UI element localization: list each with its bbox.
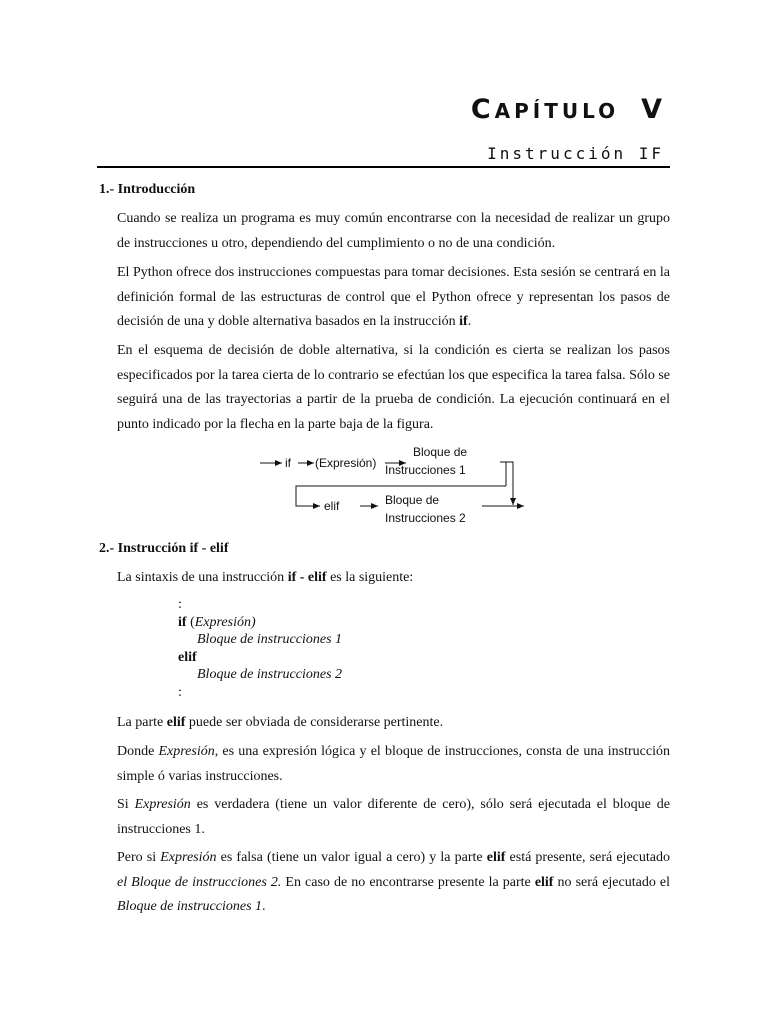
pero-expression: Expresión <box>160 850 217 865</box>
pero-text-6: . <box>262 899 266 914</box>
paragraph-intro-2 <box>117 261 670 335</box>
donde-expression: Expresión <box>158 744 215 759</box>
code-block2: Bloque de instrucciones 2 <box>197 667 343 682</box>
si-text: Si <box>117 797 135 812</box>
chapter-title-rest: APÍTULO <box>494 99 620 123</box>
syntax-intro-end: es la siguiente: <box>326 570 414 585</box>
paragraph-pero-si <box>117 846 670 920</box>
paragraph-donde <box>117 740 670 789</box>
code-if-keyword: if <box>178 614 187 630</box>
keyword-elif: elif <box>166 715 186 730</box>
si-end: es verdadera (tiene un valor diferente de cero), sólo será ejecutada el bloque de instrucciones 1. <box>117 797 670 837</box>
code-if-expression: Expresión) <box>194 614 256 630</box>
paragraph-period: . <box>467 314 472 329</box>
code-if-line <box>178 614 342 632</box>
diagram-block1-line2: Instrucciones 1 <box>385 463 466 477</box>
paragraph-intro-3: En el esquema de decisión de doble alternativa, si la condición es cierta se realizan los pasos especificados por la tarea cierta de lo contrario se efectúan los que especifica la tarea falsa. Sólo se seguirá una de las trayectorias a partir de la prueba de condición. La ejecución continuará en el punto indicado por la flecha en la parte baja de la figura. <box>117 343 670 432</box>
diagram-elif-label: elif <box>324 499 340 513</box>
paragraph-intro-1: Cuando se realiza un programa es muy común encontrarse con la necesidad de realizar un grupo de instrucciones u otro, dependiendo del cumplimiento o no de una condición. <box>117 211 670 251</box>
paragraph-elif-optional <box>117 711 670 736</box>
pero-block1: Bloque de instrucciones 1 <box>117 899 263 914</box>
diagram-if-label: if <box>285 456 291 470</box>
pero-text-5: no será ejecutado el <box>553 874 670 890</box>
pero-text-3: está presente, será ejecutado <box>505 850 670 865</box>
chapter-title <box>471 94 666 125</box>
code-if-paren: ( <box>186 614 195 630</box>
header-divider <box>97 166 670 168</box>
code-elif-keyword: elif <box>178 649 197 665</box>
diagram-block2-line1: Bloque de <box>385 493 440 507</box>
chapter-subtitle: Instrucción IF <box>487 144 664 163</box>
keyword-if: if <box>459 314 468 329</box>
pero-block2: el Bloque de instrucciones 2. <box>117 874 282 890</box>
code-colon-bottom: : <box>178 684 182 700</box>
pero-text-2: es falsa (tiene un valor igual a cero) y la parte <box>216 850 487 865</box>
section-heading-introduccion: 1.- Introducción <box>99 182 196 197</box>
chapter-title-initial: C <box>470 94 495 125</box>
syntax-code-block <box>178 596 342 701</box>
syntax-intro-text: La sintaxis de una instrucción <box>117 570 288 585</box>
code-block1: Bloque de instrucciones 1 <box>197 632 343 647</box>
code-elif-line <box>178 649 342 667</box>
if-elif-flow-diagram <box>250 440 540 530</box>
elif-optional-text: La parte <box>117 715 167 730</box>
code-block2-line <box>178 666 342 684</box>
diagram-expression-label: (Expresión) <box>315 456 377 470</box>
pero-keyword-elif-1: elif <box>486 850 506 865</box>
pero-keyword-elif-2: elif <box>534 874 554 890</box>
code-block1-line <box>178 631 342 649</box>
paragraph-si-verdadera <box>117 793 670 842</box>
keyword-if-elif: if - elif <box>287 570 327 585</box>
paragraph-syntax-intro <box>117 566 670 591</box>
pero-text-1: Pero si <box>117 850 161 865</box>
donde-end: , es una expresión lógica y el bloque de instrucciones, consta de una instrucción simple ó varias instrucciones. <box>117 744 670 784</box>
code-colon-top: : <box>178 597 182 612</box>
si-expression: Expresión <box>134 797 191 812</box>
diagram-block2-line2: Instrucciones 2 <box>385 511 466 525</box>
donde-text: Donde <box>117 744 159 759</box>
elif-optional-end: puede ser obviada de considerarse pertinente. <box>185 715 444 730</box>
section-heading-if-elif: 2.- Instrucción if - elif <box>99 541 229 556</box>
diagram-block1-line1: Bloque de <box>413 445 468 459</box>
chapter-number: V <box>641 94 666 125</box>
paragraph-text: El Python ofrece dos instrucciones compuestas para tomar decisiones. Esta sesión se centrará en la definición formal de las estructuras de control que el Python ofrece y representan los pasos de decisión de una y doble alternativa basados en la instrucción <box>117 265 670 329</box>
pero-text-4: En caso de no encontrarse presente la parte <box>281 874 535 890</box>
